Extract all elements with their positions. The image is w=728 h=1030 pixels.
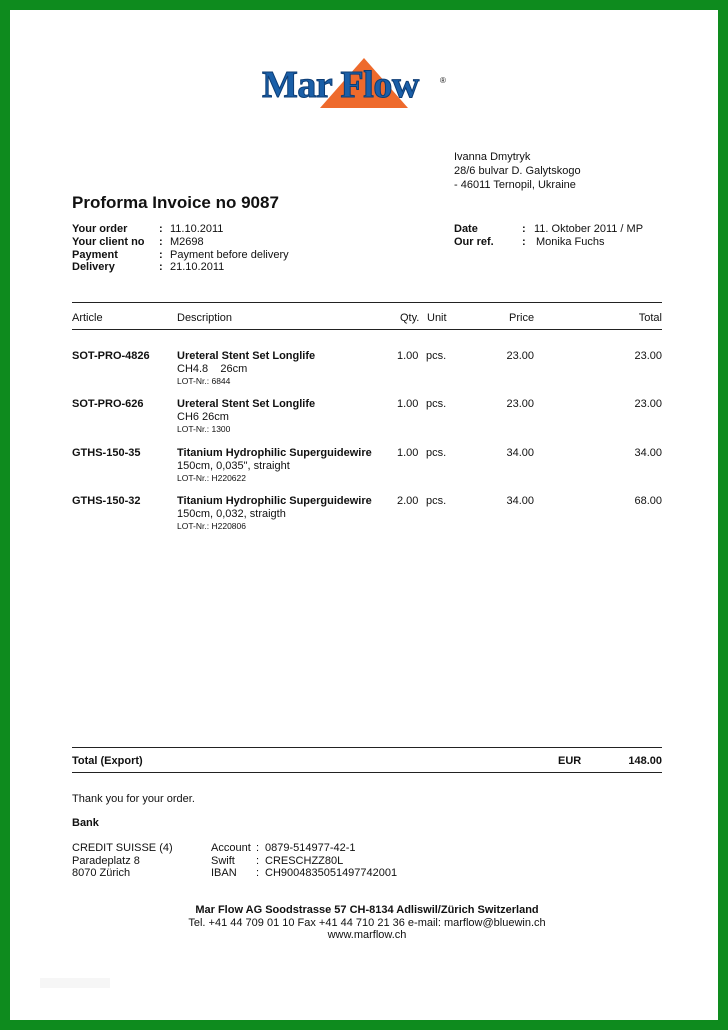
item-description: Titanium Hydrophilic Superguidewire xyxy=(177,447,372,459)
total-amount: 148.00 xyxy=(628,755,662,767)
meta-value: 21.10.2011 xyxy=(170,261,225,273)
item-total: 23.00 xyxy=(634,350,662,362)
item-detail: 150cm, 0,035", straight xyxy=(177,460,290,472)
total-rule-bottom xyxy=(72,772,662,773)
meta-label: Payment xyxy=(72,249,118,261)
item-unit: pcs. xyxy=(426,447,447,459)
bank-street: Paradeplatz 8 xyxy=(72,855,140,867)
column-unit: Unit xyxy=(427,312,447,324)
meta-value: Payment before delivery xyxy=(170,249,289,261)
recipient-city: - 46011 Ternopil, Ukraine xyxy=(454,179,576,191)
meta-colon: : xyxy=(159,261,163,273)
item-unit: pcs. xyxy=(426,495,447,507)
total-rule-top xyxy=(72,747,662,748)
item-article: SOT-PRO-626 xyxy=(72,398,144,410)
item-detail: 150cm, 0,032, straigth xyxy=(177,508,286,520)
column-description: Description xyxy=(177,312,233,324)
item-description: Ureteral Stent Set Longlife xyxy=(177,398,316,410)
item-total: 68.00 xyxy=(634,495,662,507)
faint-watermark xyxy=(40,978,110,988)
item-price: 34.00 xyxy=(506,495,534,507)
bank-field-colon: : xyxy=(256,867,260,879)
meta-label: Our ref. xyxy=(454,236,494,248)
logo-text: Mar Flow xyxy=(262,64,419,106)
bank-heading: Bank xyxy=(72,817,99,829)
bank-field-colon: : xyxy=(256,855,260,867)
recipient-name: Ivanna Dmytryk xyxy=(454,151,531,163)
item-article: GTHS-150-32 xyxy=(72,495,141,507)
bank-field-label: Account xyxy=(211,842,251,854)
item-qty: 2.00 xyxy=(397,495,419,507)
page-title: Proforma Invoice no 9087 xyxy=(72,193,279,212)
bank-city: 8070 Zürich xyxy=(72,867,131,879)
meta-label: Date xyxy=(454,223,478,235)
bank-field-colon: : xyxy=(256,842,260,854)
registered-mark: ® xyxy=(440,76,446,85)
meta-colon: : xyxy=(159,236,163,248)
bank-swift: CRESCHZZ80L xyxy=(265,855,344,867)
total-currency: EUR xyxy=(558,755,582,767)
column-qty: Qty. xyxy=(400,312,420,324)
total-label: Total (Export) xyxy=(72,755,143,767)
meta-colon: : xyxy=(159,249,163,261)
bank-name: CREDIT SUISSE (4) xyxy=(72,842,173,854)
company-logo xyxy=(262,58,452,110)
item-price: 34.00 xyxy=(506,447,534,459)
header-rule-bottom xyxy=(72,329,662,330)
item-lot: LOT-Nr.: H220806 xyxy=(177,521,246,531)
item-detail: CH6 26cm xyxy=(177,411,229,423)
item-lot: LOT-Nr.: H220622 xyxy=(177,473,246,483)
meta-colon: : xyxy=(159,223,163,235)
meta-colon: : xyxy=(522,236,526,248)
footer-website: www.marflow.ch xyxy=(327,929,407,941)
item-description: Ureteral Stent Set Longlife xyxy=(177,350,316,362)
thank-you-note: Thank you for your order. xyxy=(72,793,195,805)
meta-label: Delivery xyxy=(72,261,115,273)
item-price: 23.00 xyxy=(506,398,534,410)
item-detail: CH4.8 26cm xyxy=(177,363,248,375)
column-total: Total xyxy=(638,312,662,324)
meta-value: 11.10.2011 xyxy=(170,223,224,235)
bank-account: 0879-514977-42-1 xyxy=(265,842,356,854)
item-total: 23.00 xyxy=(634,398,662,410)
meta-label: Your order xyxy=(72,223,128,235)
meta-value: M2698 xyxy=(170,236,204,248)
item-article: GTHS-150-35 xyxy=(72,447,141,459)
column-article: Article xyxy=(72,312,103,324)
recipient-street: 28/6 bulvar D. Galytskogo xyxy=(454,165,581,177)
meta-value: 11. Oktober 2011 / MP xyxy=(534,223,644,235)
item-qty: 1.00 xyxy=(397,447,419,459)
meta-value: Monika Fuchs xyxy=(536,236,605,248)
item-qty: 1.00 xyxy=(397,350,419,362)
meta-label: Your client no xyxy=(72,236,145,248)
item-unit: pcs. xyxy=(426,350,447,362)
bank-field-label: IBAN xyxy=(211,867,237,879)
item-description: Titanium Hydrophilic Superguidewire xyxy=(177,495,372,507)
header-rule-top xyxy=(72,302,662,303)
footer-company: Mar Flow AG Soodstrasse 57 CH-8134 Adliswil/Zürich Switzerland xyxy=(195,904,539,916)
item-total: 34.00 xyxy=(634,447,662,459)
item-price: 23.00 xyxy=(506,350,534,362)
item-lot: LOT-Nr.: 6844 xyxy=(177,376,231,386)
footer-contact: Tel. +41 44 709 01 10 Fax +41 44 710 21 36 e-mail: marflow@bluewin.ch xyxy=(188,917,546,929)
item-lot: LOT-Nr.: 1300 xyxy=(177,424,231,434)
item-article: SOT-PRO-4826 xyxy=(72,350,150,362)
bank-field-label: Swift xyxy=(211,855,235,867)
bank-iban: CH9004835051497742001 xyxy=(265,867,398,879)
item-qty: 1.00 xyxy=(397,398,419,410)
meta-colon: : xyxy=(522,223,526,235)
item-unit: pcs. xyxy=(426,398,447,410)
column-price: Price xyxy=(509,312,535,324)
